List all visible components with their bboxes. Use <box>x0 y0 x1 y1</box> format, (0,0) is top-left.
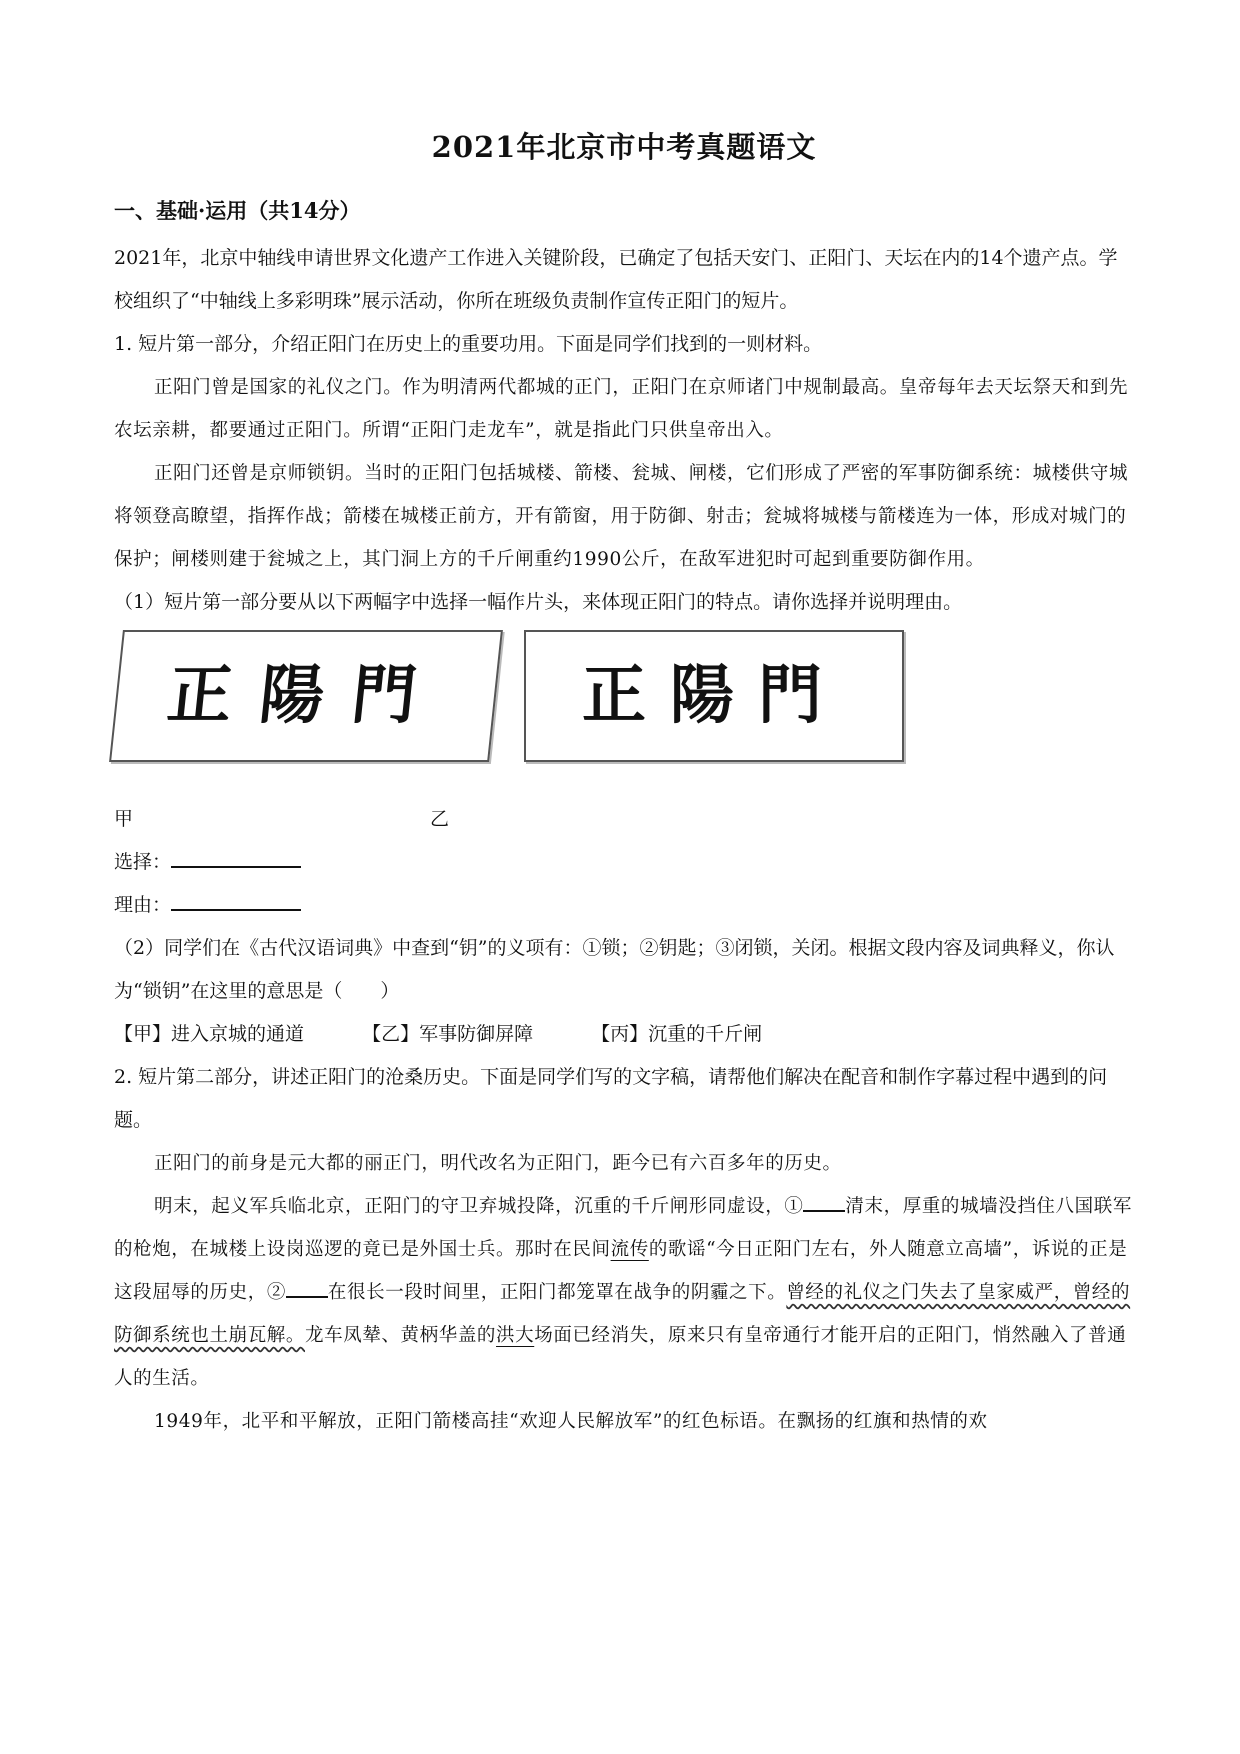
underlined-word-hongda: 洪大 <box>496 1325 535 1346</box>
draft-p2-part-d: 在很长一段时间里，正阳门都笼罩在战争的阴霾之下。 <box>327 1282 787 1303</box>
document-page <box>114 0 1134 1754</box>
intro-paragraph: 2021年，北京中轴线申请世界文化遗产工作进入关键阶段，已确定了包括天安门、正阳门、天坛在内的14个遗产点。学校组织了“中轴线上多彩明珠”展示活动，你所在班级负责制作宣传正阳门的短片。 <box>114 247 1118 312</box>
calligraphy-labels <box>114 798 1134 841</box>
calligraphy-yi-image <box>524 630 904 762</box>
blank-1[interactable] <box>803 1188 845 1212</box>
question-2-stem: 2. 短片第二部分，讲述正阳门的沧桑历史。下面是同学们写的文字稿，请帮他们解决在配音和制作字幕过程中遇到的问题。 <box>114 1066 1108 1131</box>
wavy-underlined-sentence: 曾经的礼仪之门失去了皇家威严，曾经的防御系统也土崩瓦解。 <box>114 1282 1131 1346</box>
reason-blank[interactable] <box>171 887 301 911</box>
calligraphy-images <box>114 630 1134 798</box>
question-1-sub-1: （1）短片第一部分要从以下两幅字中选择一幅作片头，来体现正阳门的特点。请你选择并说明理由。 <box>114 591 963 613</box>
question-1-sub-2: （2）同学们在《古代汉语词典》中查到“钥”的义项有：①锁；②钥匙；③闭锁，关闭。根据文段内容及词典释义，你认为“锁钥”在这里的意思是（ ） <box>114 937 1115 1002</box>
answer-options <box>114 1013 1134 1056</box>
material-paragraph-2: 正阳门还曾是京师锁钥。当时的正阳门包括城楼、箭楼、瓮城、闸楼，它们形成了严密的军事防御系统：城楼供守城将领登高瞭望，指挥作战；箭楼在城楼正前方，开有箭窗，用于防御、射击；瓮城将城楼与箭楼连为一体，形成对城门的保护；闸楼则建于瓮城之上，其门洞上方的千斤闸重约1990公斤，在敌军进犯时可起到重要防御作用。 <box>114 463 1129 570</box>
draft-p2-part-a: 明末，起义军兵临北京，正阳门的守卫弃城投降，沉重的千斤闸形同虚设， <box>154 1196 785 1217</box>
calligraphy-jia-image <box>109 630 503 762</box>
document-body <box>114 237 1134 1443</box>
blank-marker-2: ② <box>266 1282 286 1303</box>
material-paragraph-1: 正阳门曾是国家的礼仪之门。作为明清两代都城的正门，正阳门在京师诸门中规制最高。皇帝每年去天坛祭天和到先农坛亲耕，都要通过正阳门。所谓“正阳门走龙车”，就是指此门只供皇帝出入。 <box>114 377 1129 441</box>
choice-blank[interactable] <box>171 844 301 868</box>
calligraphy-yi-text: 正陽門 <box>582 658 846 733</box>
page-title: 2021年北京市中考真题语文 <box>431 130 817 164</box>
draft-p2-part-f: 场面已经消失，原来只有皇帝通行才能开启的正阳门，悄然融入了普通人的生活。 <box>114 1325 1127 1389</box>
draft-p2-part-c: 的歌谣“今日正阳门左右，外人随意立高墙”，诉说的正是这段屈辱的历史， <box>114 1239 1128 1303</box>
reason-line <box>114 884 1134 927</box>
choice-label: 选择： <box>114 851 172 873</box>
label-yi: 乙 <box>430 808 450 830</box>
underlined-word-liuchuan: 流传 <box>610 1239 649 1260</box>
question-1-stem: 1. 短片第一部分，介绍正阳门在历史上的重要功用。下面是同学们找到的一则材料。 <box>114 333 823 355</box>
blank-2[interactable] <box>286 1274 328 1298</box>
draft-paragraph-2 <box>114 1185 1134 1400</box>
option-jia[interactable]: 【甲】进入京城的通道 <box>114 1023 305 1045</box>
label-jia: 甲 <box>114 808 134 830</box>
section-heading: 一、基础·运用（共14分） <box>114 198 361 223</box>
draft-paragraph-1: 正阳门的前身是元大都的丽正门，明代改名为正阳门，距今已有六百多年的历史。 <box>154 1153 842 1174</box>
draft-p2-part-e: 龙车凤辇、黄柄华盖的 <box>305 1325 497 1346</box>
calligraphy-jia-text: 正陽門 <box>164 659 448 733</box>
choice-line <box>114 841 1134 884</box>
option-yi[interactable]: 【乙】军事防御屏障 <box>362 1023 534 1045</box>
draft-p2-part-b: 清末，厚重的城墙没挡住八国联军的枪炮，在城楼上设岗巡逻的竟已是外国士兵。那时在民间 <box>114 1196 1132 1260</box>
option-bing[interactable]: 【丙】沉重的千斤闸 <box>591 1023 763 1045</box>
reason-label: 理由： <box>114 894 172 916</box>
blank-marker-1: ① <box>784 1196 804 1217</box>
draft-paragraph-3: 1949年，北平和平解放，正阳门箭楼高挂“欢迎人民解放军”的红色标语。在飘扬的红旗和热情的欢 <box>154 1411 988 1432</box>
